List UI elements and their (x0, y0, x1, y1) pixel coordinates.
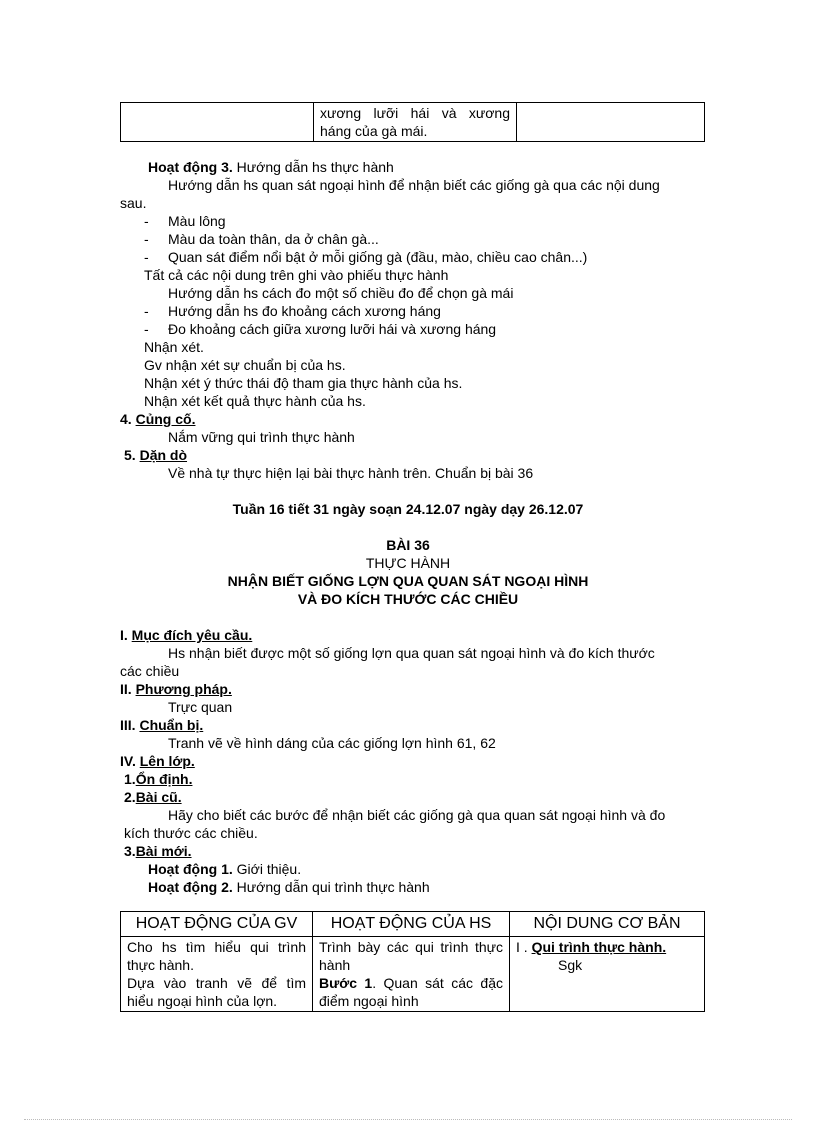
part4-sub2-line1: Hãy cho biết các bước để nhận biết các giống gà qua quan sát ngoại hình và đo (168, 807, 666, 823)
activity1-text: Giới thiệu. (232, 861, 302, 877)
table-cell (517, 103, 705, 142)
activity3-intro-line2: sau. (120, 195, 147, 211)
activity1-title: Hoạt động 1. (148, 861, 233, 877)
part2-heading (120, 680, 232, 698)
review-title: Nhận xét. (144, 339, 204, 355)
review-line: Nhận xét ý thức thái độ tham gia thực hành của hs. (144, 375, 463, 391)
part4-sub2-heading (124, 788, 182, 806)
table-cell-content (510, 937, 705, 1012)
lesson-title-line2: VÀ ĐO KÍCH THƯỚC CÁC CHIỀU (297, 591, 519, 607)
hs-step-text: . Quan sát các đặc điểm ngoại hình (319, 975, 503, 1009)
part1-line1: Hs nhận biết được một số giống lợn qua quan sát ngoại hình và đo kích thước (168, 645, 655, 661)
part1-number: I. (120, 627, 128, 643)
part4-sub1-title: Ổn định. (135, 771, 193, 787)
activity1-line (148, 860, 301, 878)
part2-number: II. (120, 681, 132, 697)
part4-sub3-number: 3. (124, 843, 136, 859)
table-cell-hs (313, 937, 510, 1012)
part4-sub3-heading (124, 842, 192, 860)
table-cell-gv (121, 937, 313, 1012)
column-header-gv: HOẠT ĐỘNG CỦA GV (121, 912, 313, 937)
part4-sub2-title: Bài cũ. (135, 789, 182, 805)
part4-sub2-number: 2. (124, 789, 136, 805)
week-line: Tuần 16 tiết 31 ngày soạn 24.12.07 ngày dạy 26.12.07 (232, 501, 584, 517)
list-item-text: Quan sát điểm nổi bật ở mỗi giống gà (đầu, mào, chiều cao chân...) (168, 249, 588, 265)
column-header-hs: HOẠT ĐỘNG CỦA HS (313, 912, 510, 937)
part4-sub1-heading (124, 770, 192, 788)
section5-text: Về nhà tự thực hiện lại bài thực hành trên. Chuẩn bị bài 36 (168, 465, 534, 481)
section4-heading (120, 410, 195, 428)
part2-title: Phương pháp. (135, 681, 232, 697)
activity3-title-rest: Hướng dẫn hs thực hành (232, 159, 394, 175)
hs-line: Trình bày các qui trình thực hành (319, 939, 503, 973)
activity3-intro-line1: Hướng dẫn hs quan sát ngoại hình để nhận biết các giống gà qua các nội dung (168, 177, 660, 193)
review-line: Nhận xét kết quả thực hành của hs. (144, 393, 366, 409)
part3-number: III. (120, 717, 136, 733)
part4-heading (120, 752, 195, 770)
section4-title: Củng cố. (135, 411, 196, 427)
page-bottom-divider (24, 1119, 792, 1120)
gv-line: Dựa vào tranh vẽ để tìm hiểu ngoại hình của lợn. (127, 975, 306, 1009)
part4-number: IV. (120, 753, 136, 769)
list-item-text: Đo khoảng cách giữa xương lưỡi hái và xương háng (168, 321, 497, 337)
list-item-text: Màu da toàn thân, da ở chân gà... (168, 231, 379, 247)
part2-text: Trực quan (168, 699, 233, 715)
list-item: - (144, 249, 149, 265)
part3-title: Chuẩn bị. (139, 717, 204, 733)
section5-title: Dặn dò (139, 447, 188, 463)
section4-number: 4. (120, 411, 132, 427)
section5-heading (124, 446, 187, 464)
column-header-content: NỘI DUNG CƠ BẢN (510, 912, 705, 937)
table-header-row (121, 912, 705, 937)
part4-sub1-number: 1. (124, 771, 136, 787)
hs-step-label: Bước 1 (319, 975, 373, 991)
content-prefix: I . (516, 939, 528, 955)
part3-text: Tranh vẽ về hình dáng của các giống lợn hình 61, 62 (168, 735, 496, 751)
list-item: - (144, 231, 149, 247)
top-fragment-table (120, 102, 705, 142)
activity3-measure-intro: Hướng dẫn hs cách đo một số chiều đo để chọn gà mái (168, 285, 514, 301)
part4-sub3-title: Bài mới. (135, 843, 192, 859)
activity2-text: Hướng dẫn qui trình thực hành (232, 879, 430, 895)
table-row (121, 937, 705, 1012)
part4-sub2-line2: kích thước các chiều. (124, 825, 258, 841)
list-item-text: Màu lông (168, 213, 226, 229)
list-item-text: Hướng dẫn hs đo khoảng cách xương háng (168, 303, 441, 319)
activity2-line (148, 878, 430, 896)
section4-text: Nắm vững qui trình thực hành (168, 429, 355, 445)
part1-heading (120, 626, 252, 644)
table-cell: xương lưỡi hái và xương háng của gà mái. (314, 103, 517, 142)
review-line: Gv nhận xét sự chuẩn bị của hs. (144, 357, 346, 373)
part4-title: Lên lớp. (139, 753, 195, 769)
content-title: Qui trình thực hành. (531, 939, 667, 955)
part3-heading (120, 716, 203, 734)
section5-number: 5. (124, 447, 136, 463)
table-cell (121, 103, 314, 142)
activity3-heading (148, 158, 394, 176)
list-item: - (144, 303, 149, 319)
content-text: Sgk (558, 957, 583, 973)
lesson-number: BÀI 36 (386, 537, 430, 553)
content-heading (516, 938, 698, 956)
list-item: - (144, 321, 149, 337)
activity-table (120, 911, 705, 1012)
lesson-type: THỰC HÀNH (365, 555, 451, 571)
table-row (121, 103, 705, 142)
gv-line: Cho hs tìm hiểu qui trình thực hành. (127, 939, 306, 973)
part1-title: Mục đích yêu cầu. (131, 627, 253, 643)
activity3-note: Tất cả các nội dung trên ghi vào phiếu thực hành (144, 267, 449, 283)
activity3-title: Hoạt động 3. (148, 159, 233, 175)
part1-line2: các chiều (120, 663, 180, 679)
activity2-title: Hoạt động 2. (148, 879, 233, 895)
lesson-title-line1: NHẬN BIẾT GIỐNG LỢN QUA QUAN SÁT NGOẠI HÌNH (227, 573, 589, 589)
list-item: - (144, 213, 149, 229)
hs-step (319, 974, 503, 1010)
